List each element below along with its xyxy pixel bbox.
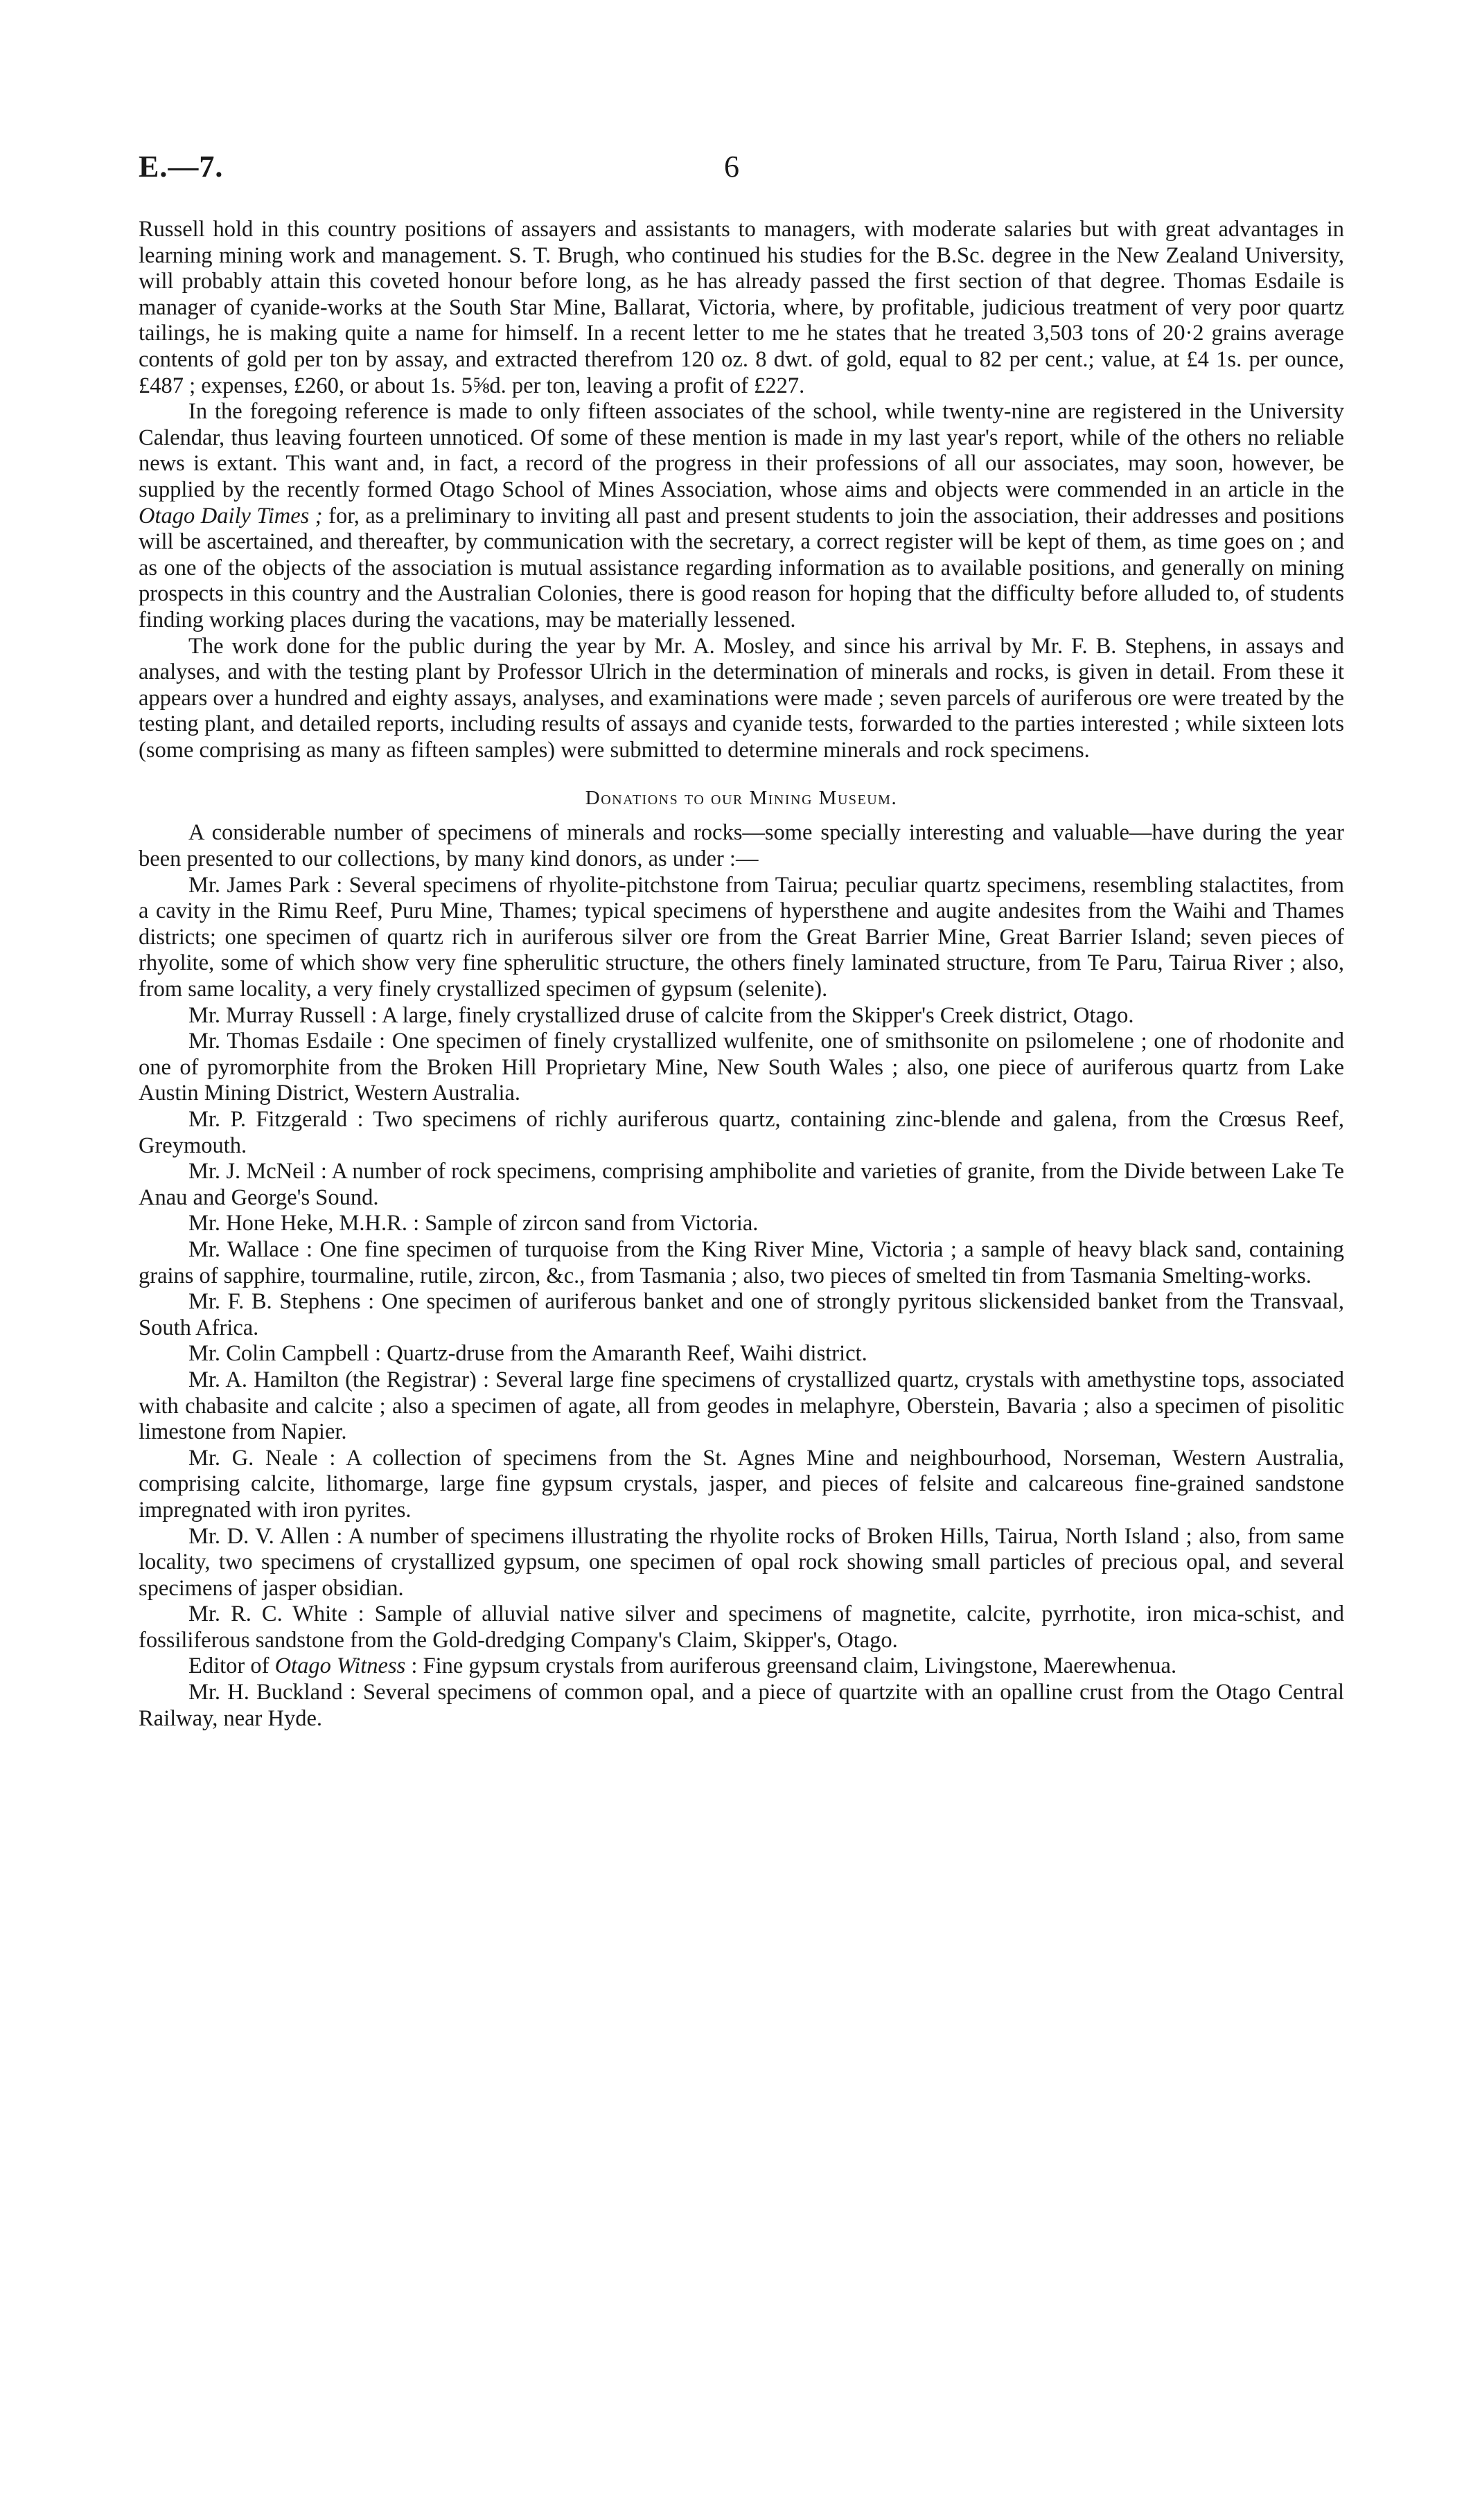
paragraph-associates-text-1: In the foregoing reference is made to only fifteen associates of the school, while twenty-nine are registered in the University Calendar, thus leaving fourteen unnoticed. Of some of these mention is made in my last year's report, while of the others no reliable news is extant. This want and, in fact, a record of the progress in their professions of all our associates, may soon, however, be supplied by the recently formed Otago School of Mines Association, whose aims and objects were commended in an article in the — [139, 399, 1344, 502]
paragraph-associates — [139, 399, 1344, 633]
donation-entry: Mr. F. B. Stephens : One specimen of auriferous banket and one of strongly pyritous slickensided banket from the Transvaal, South Africa. — [139, 1289, 1344, 1340]
donation-entry: Mr. H. Buckland : Several specimens of common opal, and a piece of quartzite with an opalline crust from the Otago Central Railway, near Hyde. — [139, 1680, 1344, 1731]
donation-entry: Mr. A. Hamilton (the Registrar) : Several large fine specimens of crystallized quartz, crystals with amethystine tops, associated with chabasite and calcite ; also a specimen of agate, all from geodes in melaphyre, Oberstein, Bavaria ; also a specimen of pisolitic limestone from Napier. — [139, 1367, 1344, 1445]
page-header — [139, 149, 1344, 190]
donation-entry: Mr. Colin Campbell : Quartz-druse from the Amaranth Reef, Waihi district. — [188, 1341, 867, 1367]
editor-prefix: Editor of — [188, 1653, 275, 1679]
report-reference: E.—7. — [139, 150, 224, 184]
newspaper-title: Otago Daily Times ; — [139, 503, 323, 529]
donation-entry: Mr. D. V. Allen : A number of specimens illustrating the rhyolite rocks of Broken Hills, Tairua, North Island ; also, from same locality, two specimens of crystallized gypsum, one specimen of opal rock showing small particles of precious opal, and several specimens of jasper obsidian. — [139, 1523, 1344, 1601]
editor-entry-text: : Fine gypsum crystals from auriferous greensand claim, Livingstone, Maerewhenua. — [405, 1653, 1177, 1679]
donation-entry: Mr. P. Fitzgerald : Two specimens of richly auriferous quartz, containing zinc-blende and galena, from the Crœsus Reef, Greymouth. — [139, 1107, 1344, 1158]
paragraph-public-work: The work done for the public during the year by Mr. A. Mosley, and since his arrival by Mr. F. B. Stephens, in assays and analyses, and with the testing plant by Professor Ulrich in the determination of minerals and rocks, is given in detail. From these it appears over a hundred and eighty assays, analyses, and examinations were made ; seven parcels of auriferous ore were treated by the testing plant, and detailed reports, including results of assays and cyanide tests, forwarded to the parties interested ; while sixteen lots (some comprising as many as fifteen samples) were submitted to determine minerals and rock specimens. — [139, 633, 1344, 763]
donation-entry: Mr. James Park : Several specimens of rhyolite-pitchstone from Tairua; peculiar quartz specimens, resembling stalactites, from a cavity in the Rimu Reef, Puru Mine, Thames; typical specimens of hypersthene and augite andesites from the Waihi and Thames districts; one specimen of quartz rich in auriferous silver ore from the Great Barrier Mine, Great Barrier Island; seven pieces of rhyolite, some of which show very fine spherulitic structure, the others finely laminated structure, from Te Paru, Tairua River ; also, from same locality, a very finely crystallized specimen of gypsum (selenite). — [139, 872, 1344, 1002]
document-page — [139, 149, 1344, 1732]
donation-entry: Mr. Murray Russell : A large, finely crystallized druse of calcite from the Skipper's Creek district, Otago. — [188, 1002, 1134, 1028]
page-number: 6 — [724, 150, 739, 184]
donation-entry: Mr. G. Neale : A collection of specimens from the St. Agnes Mine and neighbourhood, Norseman, Western Australia, comprising calcite, lithomarge, large fine gypsum crystals, jasper, and pieces of felsite and calcareous fine-grained sandstone impregnated with iron pyrites. — [139, 1445, 1344, 1523]
section-heading-donations: Donations to our Mining Museum. — [585, 787, 898, 810]
donation-entry: Mr. R. C. White : Sample of alluvial native silver and specimens of magnetite, calcite, pyrrhotite, iron mica-schist, and fossiliferous sandstone from the Gold-dredging Company's Claim, Skipper's, Otago. — [139, 1601, 1344, 1653]
paragraph-russell-brugh-esdaile: Russell hold in this country positions of assayers and assistants to managers, with moderate salaries but with great advantages in learning mining work and management. S. T. Brugh, who continued his studies for the B.Sc. degree in the New Zealand University, will probably attain this coveted honour before long, as he has already passed the first section of that degree. Thomas Esdaile is manager of cyanide-works at the South Star Mine, Ballarat, Victoria, where, by profitable, judicious treatment of very poor quartz tailings, he is making quite a name for himself. In a recent letter to me he states that he treated 3,503 tons of 20·2 grains average contents of gold per ton by assay, and extracted therefrom 120 oz. 8 dwt. of gold, equal to 82 per cent.; value, at £4 1s. per ounce, £487 ; expenses, £260, or about 1s. 5⅝d. per ton, leaving a profit of £227. — [139, 217, 1344, 398]
newspaper-title: Otago Witness — [274, 1653, 406, 1679]
donation-entry: Mr. J. McNeil : A number of rock specimens, comprising amphibolite and varieties of granite, from the Divide between Lake Te Anau and George's Sound. — [139, 1159, 1344, 1210]
donation-entry-editor — [139, 1653, 1344, 1680]
donation-entry: Mr. Thomas Esdaile : One specimen of finely crystallized wulfenite, one of smithsonite on psilomelene ; one of rhodonite and one of pyromorphite from the Broken Hill Proprietary Mine, New South Wales ; also, one piece of auriferous quartz from Lake Austin Mining District, Western Australia. — [139, 1029, 1344, 1106]
paragraph-associates-text-2: for, as a preliminary to inviting all past and present students to join the association, their addresses and positions will be ascertained, and thereafter, by communication with the secretary, a correct register will be kept of them, as time goes on ; and as one of the objects of the association is mutual assistance regarding information as to available positions, and generally on mining prospects in this country and the Australian Colonies, there is good reason for hoping that the difficulty before alluded to, of students finding working places during the vacations, may be materially lessened. — [139, 503, 1344, 632]
donations-intro: A considerable number of specimens of minerals and rocks—some specially interesting and valuable—have during the year been presented to our collections, by many kind donors, as under :— — [139, 820, 1344, 872]
donation-entry: Mr. Hone Heke, M.H.R. : Sample of zircon sand from Victoria. — [188, 1211, 759, 1236]
donation-entry: Mr. Wallace : One fine specimen of turquoise from the King River Mine, Victoria ; a sample of heavy black sand, containing grains of sapphire, tourmaline, rutile, zircon, &c., from Tasmania ; also, two pieces of smelted tin from Tasmania Smelting-works. — [139, 1236, 1344, 1288]
